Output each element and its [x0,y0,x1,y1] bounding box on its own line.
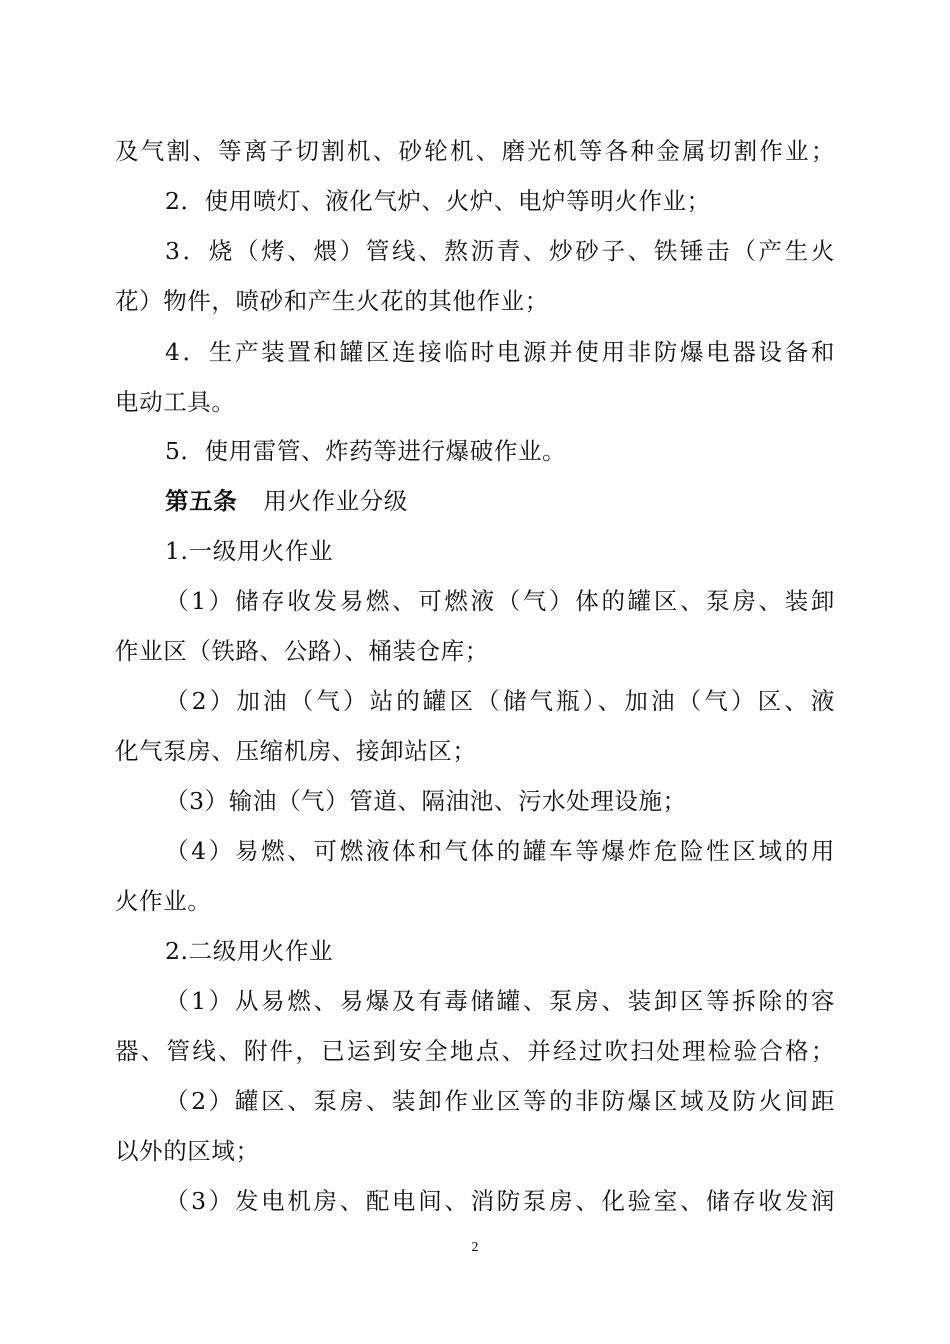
paragraph-line: 火作业。 [115,887,212,915]
article-heading [165,486,835,516]
list-item: 4．生产装置和罐区连接临时电源并使用非防爆电器设备和 [165,338,835,366]
article-title: 用火作业分级 [263,487,408,515]
list-item: （3）输油（气）管道、隔油池、污水处理设施； [165,787,687,815]
article-label: 第五条 [165,487,238,515]
list-item: （1）从易燃、易爆及有毒储罐、泵房、装卸区等拆除的容 [165,987,835,1015]
list-item: 2．使用喷灯、液化气炉、火炉、电炉等明火作业； [165,187,711,215]
list-item: （1）储存收发易燃、可燃液（气）体的罐区、泵房、装卸 [165,587,835,615]
list-item: （3）发电机房、配电间、消防泵房、化验室、储存收发润 [165,1187,835,1215]
page-number: 2 [471,1240,479,1255]
paragraph-line: 器、管线、附件，已运到安全地点、并经过吹扫处理检验合格； [115,1037,835,1065]
list-item: 5．使用雷管、炸药等进行爆破作业。 [165,437,567,465]
list-item: （4）易燃、可燃液体和气体的罐车等爆炸危险性区域的用 [165,837,835,865]
list-item: 3．烧（烤、煨）管线、熬沥青、炒砂子、铁锤击（产生火 [165,237,835,265]
list-item: （2）加油（气）站的罐区（储气瓶）、加油（气）区、液 [165,687,835,715]
paragraph-line: 作业区（铁路、公路）、桶装仓库； [115,637,489,665]
section-heading: 2.二级用火作业 [165,937,334,965]
paragraph-line: 电动工具。 [115,388,236,416]
paragraph-line: 化气泵房、压缩机房、接卸站区； [115,737,477,765]
paragraph-line: 以外的区域； [115,1137,260,1165]
list-item: （2）罐区、泵房、装卸作业区等的非防爆区域及防火间距 [165,1087,835,1115]
section-heading: 1.一级用火作业 [165,537,334,565]
paragraph-line: 花）物件，喷砂和产生火花的其他作业； [115,287,549,315]
paragraph-line: 及气割、等离子切割机、砂轮机、磨光机等各种金属切割作业； [115,137,835,165]
